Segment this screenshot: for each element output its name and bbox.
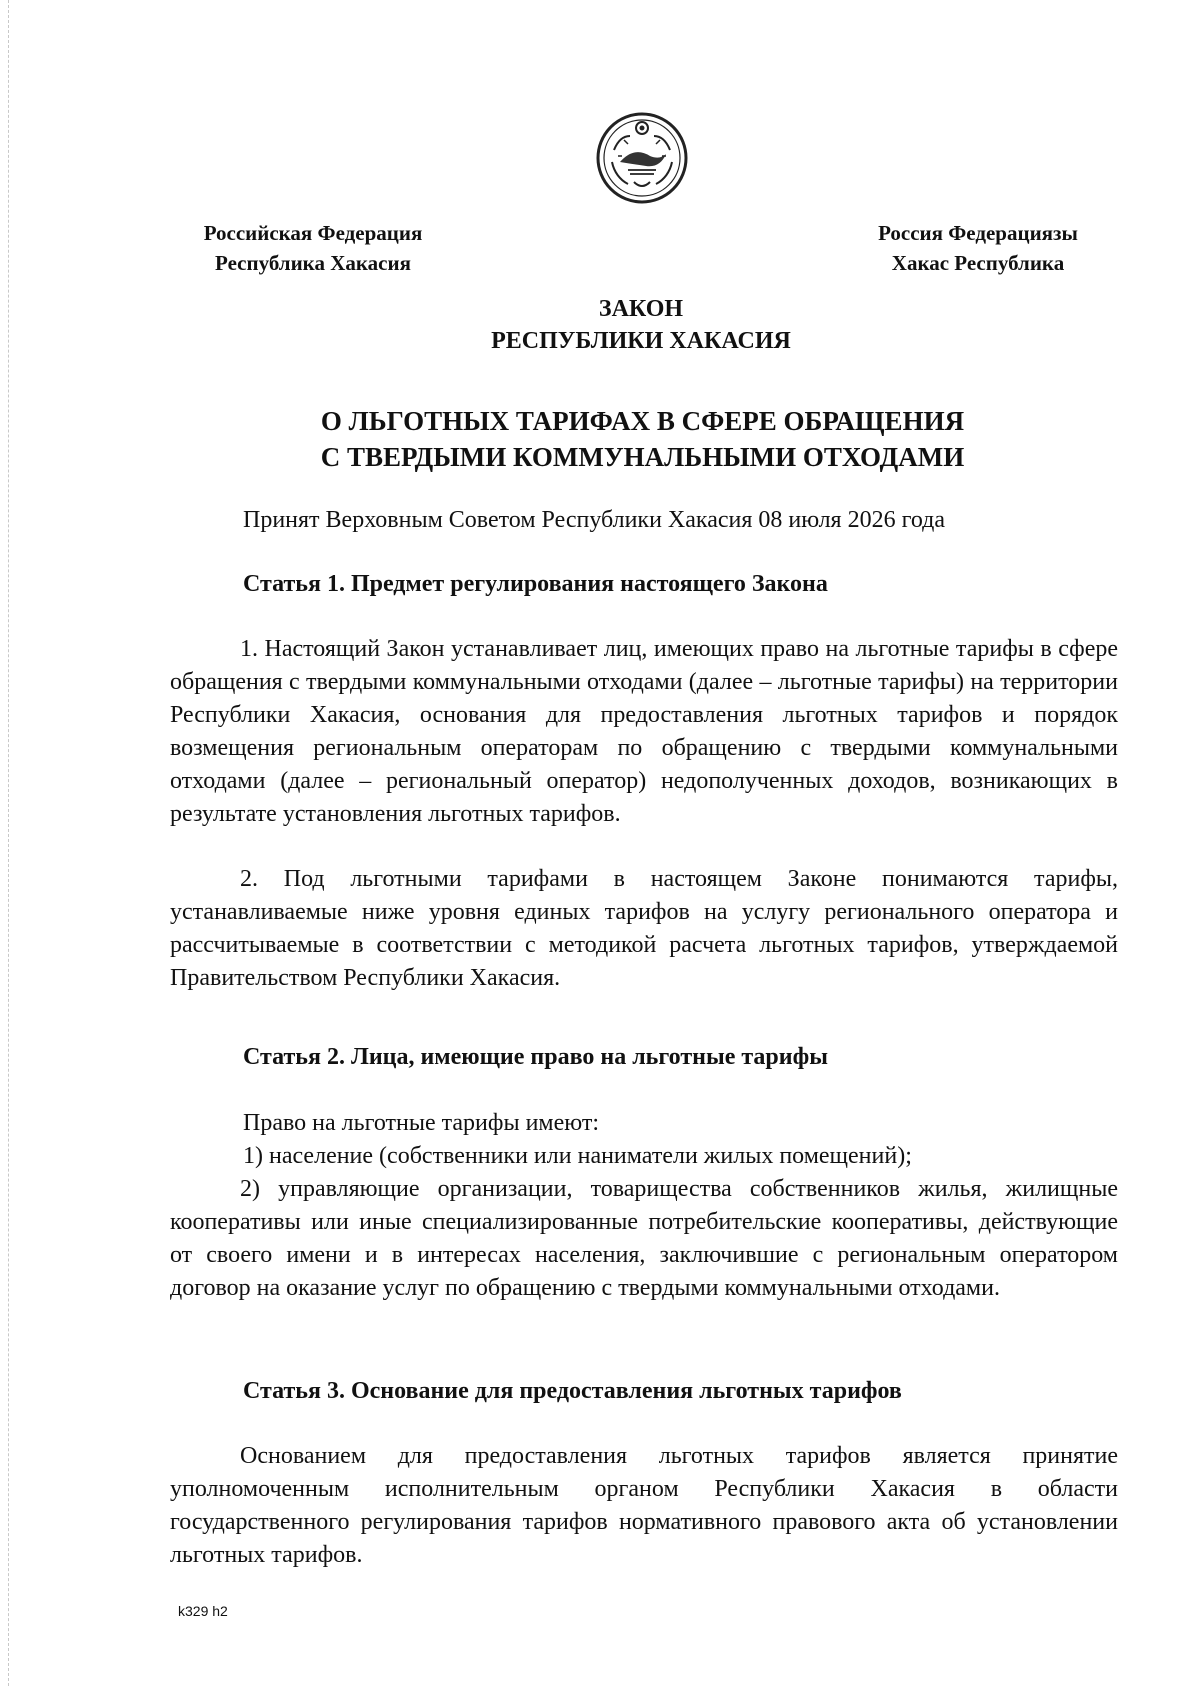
law-name-line1: О ЛЬГОТНЫХ ТАРИФАХ В СФЕРЕ ОБРАЩЕНИЯ xyxy=(320,406,965,436)
header-right xyxy=(853,218,1103,278)
law-title xyxy=(0,293,1200,357)
header-left-line2: Республика Хакасия xyxy=(215,251,411,275)
scan-edge xyxy=(8,0,9,1686)
header-left xyxy=(183,218,443,278)
law-name-line2: С ТВЕРДЫМИ КОММУНАЛЬНЫМИ ОТХОДАМИ xyxy=(320,442,965,472)
article-2-item-1: 1) население (собственники или наниматели жилых помещений); xyxy=(243,1143,912,1169)
header-right-line1: Россия Федерациязы xyxy=(878,221,1078,245)
article-1-paragraph-2: 2. Под льготными тарифами в настоящем Законе понимаются тарифы, устанавливаемые ниже уровня единых тарифов на услугу регионального оператора и рассчитываемые в соответствии с методикой расчета льготных тарифов, утверждаемой Правительством Республики Хакасия. xyxy=(170,866,1118,991)
law-title-line1: ЗАКОН xyxy=(598,296,684,322)
article-1-paragraph-1: 1. Настоящий Закон устанавливает лиц, имеющих право на льготные тарифы в сфере обращения с твердыми коммунальными отходами (далее – льготные тарифы) на территории Республики Хакасия, основания для предоставления льготных тарифов и порядок возмещения региональным операторам по обращению с твердыми коммунальными отходами (далее – региональный оператор) недополученных доходов, возникающих в результате установления льготных тарифов. xyxy=(170,636,1118,827)
header-right-line2: Хакас Республика xyxy=(891,251,1065,275)
header-left-line1: Российская Федерация xyxy=(203,221,423,245)
article-3-paragraph-1: Основанием для предоставления льготных тарифов является принятие уполномоченным исполнительным органом Республики Хакасия в области государственного регулирования тарифов нормативного правового акта об установлении льготных тарифов. xyxy=(170,1443,1118,1568)
document-code: k329 h2 xyxy=(178,1603,228,1619)
article-3-heading: Статья 3. Основание для предоставления льготных тарифов xyxy=(243,1378,902,1404)
coat-of-arms-icon xyxy=(594,110,690,206)
law-title-line2: РЕСПУБЛИКИ ХАКАСИЯ xyxy=(491,328,791,354)
law-name xyxy=(0,403,1200,475)
article-1-heading: Статья 1. Предмет регулирования настоящего Закона xyxy=(243,571,828,597)
adoption-date: Принят Верховным Советом Республики Хакасия 08 июля 2026 года xyxy=(243,507,946,533)
article-2-heading: Статья 2. Лица, имеющие право на льготные тарифы xyxy=(243,1044,828,1070)
article-2-intro: Право на льготные тарифы имеют: xyxy=(243,1110,600,1136)
article-2-item-2: 2) управляющие организации, товарищества собственников жилья, жилищные кооперативы или иные специализированные потребительские кооперативы, действующие от своего имени и в интересах населения, заключившие с региональным оператором договор на оказание услуг по обращению с твердыми коммунальными отходами. xyxy=(170,1176,1118,1301)
